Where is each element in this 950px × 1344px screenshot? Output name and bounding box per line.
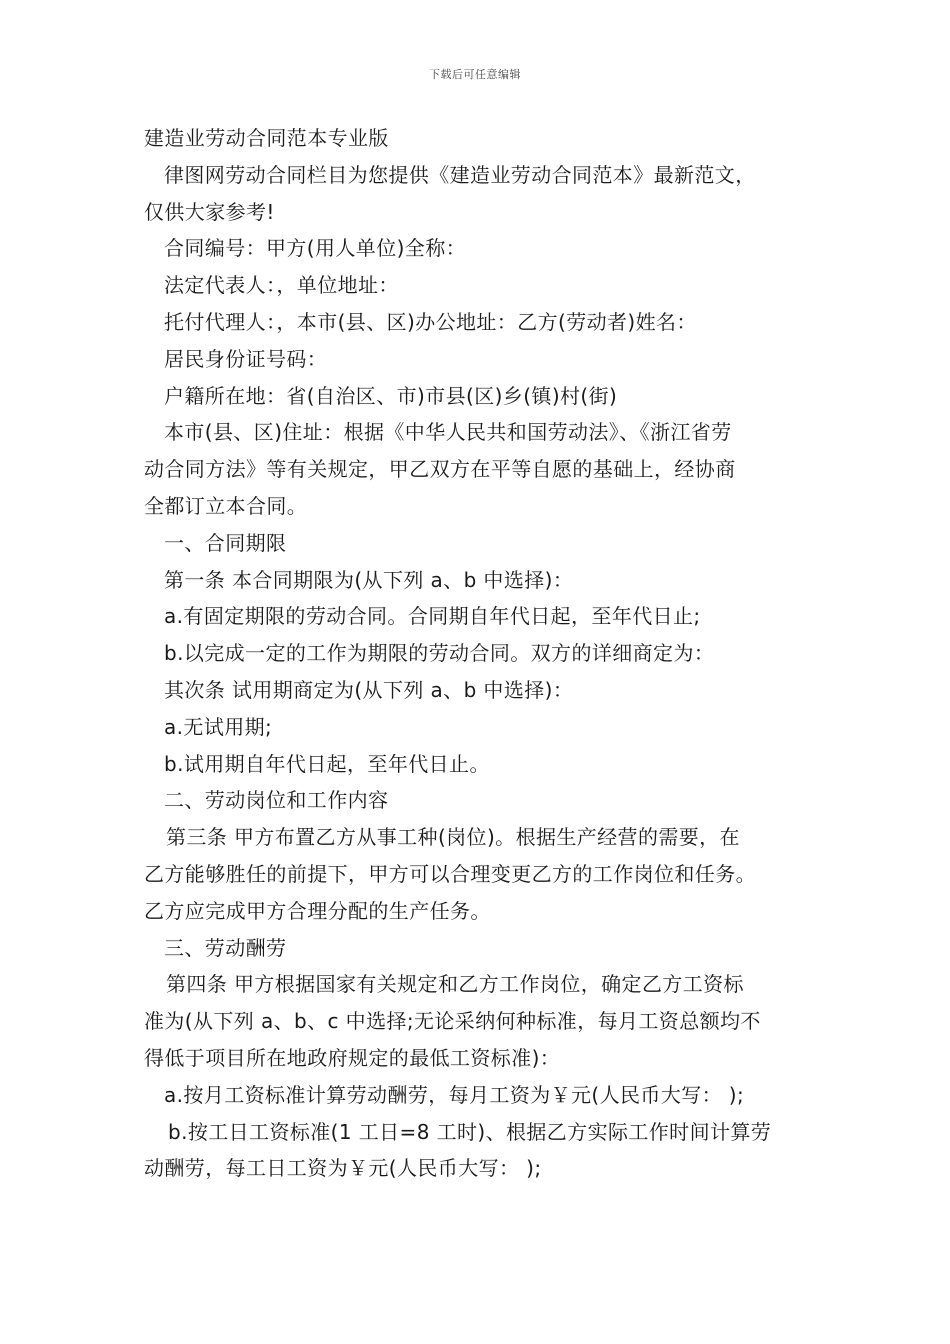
clause-line: b.试用期自年代日起，至年代日止。 xyxy=(164,751,490,776)
clause-line: 第一条 本合同期限为(从下列 a、b 中选择)： xyxy=(164,567,574,592)
party-line: 合同编号：甲方(用人单位)全称： xyxy=(164,236,467,261)
clause-line: a.按月工资标准计算劳动酬劳，每月工资为￥元(人民币大写： ); xyxy=(164,1082,745,1107)
party-line: 托付代理人：，本市(县、区)办公地址：乙方(劳动者)姓名： xyxy=(164,309,697,334)
clause-line: 动酬劳，每工日工资为￥元(人民币大写： ); xyxy=(144,1156,542,1181)
party-line: 户籍所在地：省(自治区、市)市县(区)乡(镇)村(街) xyxy=(164,383,618,408)
section-heading: 一、合同期限 xyxy=(164,530,287,555)
clause-line: a.有固定期限的劳动合同。合同期自年代日起，至年代日止; xyxy=(164,604,701,629)
clause-line: 其次条 试用期商定为(从下列 a、b 中选择)： xyxy=(164,677,574,702)
section-heading: 三、劳动酬劳 xyxy=(164,935,287,960)
document-title: 建造业劳动合同范本专业版 xyxy=(144,126,389,150)
clause-line: b.按工日工资标准(1 工日=8 工时)、根据乙方实际工作时间计算劳 xyxy=(168,1119,772,1144)
document-body xyxy=(144,120,824,1187)
address-paragraph-line: 全都订立本合同。 xyxy=(144,493,308,518)
address-paragraph-line: 本市(县、区)住址：根据《中华人民共和国劳动法》、《浙江省劳 xyxy=(164,420,732,445)
clause-line: 第三条 甲方布置乙方从事工种(岗位)。根据生产经营的需要，在 xyxy=(166,825,740,850)
clause-line: 准为(从下列 a、b、c 中选择;无论采纳何种标准，每月工资总额均不 xyxy=(144,1009,761,1034)
clause-line: 乙方能够胜任的前提下，甲方可以合理变更乙方的工作岗位和任务。 xyxy=(144,861,756,886)
party-line: 法定代表人：，单位地址： xyxy=(164,273,399,298)
intro-line: 律图网劳动合同栏目为您提供《建造业劳动合同范本》最新范文， xyxy=(164,162,756,187)
clause-line: 得低于项目所在地政府规定的最低工资标准)： xyxy=(144,1045,561,1070)
party-line: 居民身份证号码： xyxy=(164,346,328,371)
header-note: 下载后可任意编辑 xyxy=(429,68,521,81)
clause-line: a.无试用期; xyxy=(164,714,273,739)
section-heading: 二、劳动岗位和工作内容 xyxy=(164,788,389,813)
clause-line: b.以完成一定的工作为期限的劳动合同。双方的详细商定为： xyxy=(164,641,715,666)
intro-line: 仅供大家参考! xyxy=(144,199,275,224)
clause-line: 第四条 甲方根据国家有关规定和乙方工作岗位，确定乙方工资标 xyxy=(166,972,744,997)
address-paragraph-line: 动合同方法》等有关规定，甲乙双方在平等自愿的基础上，经协商 xyxy=(144,457,736,482)
clause-line: 乙方应完成甲方合理分配的生产任务。 xyxy=(144,898,491,923)
